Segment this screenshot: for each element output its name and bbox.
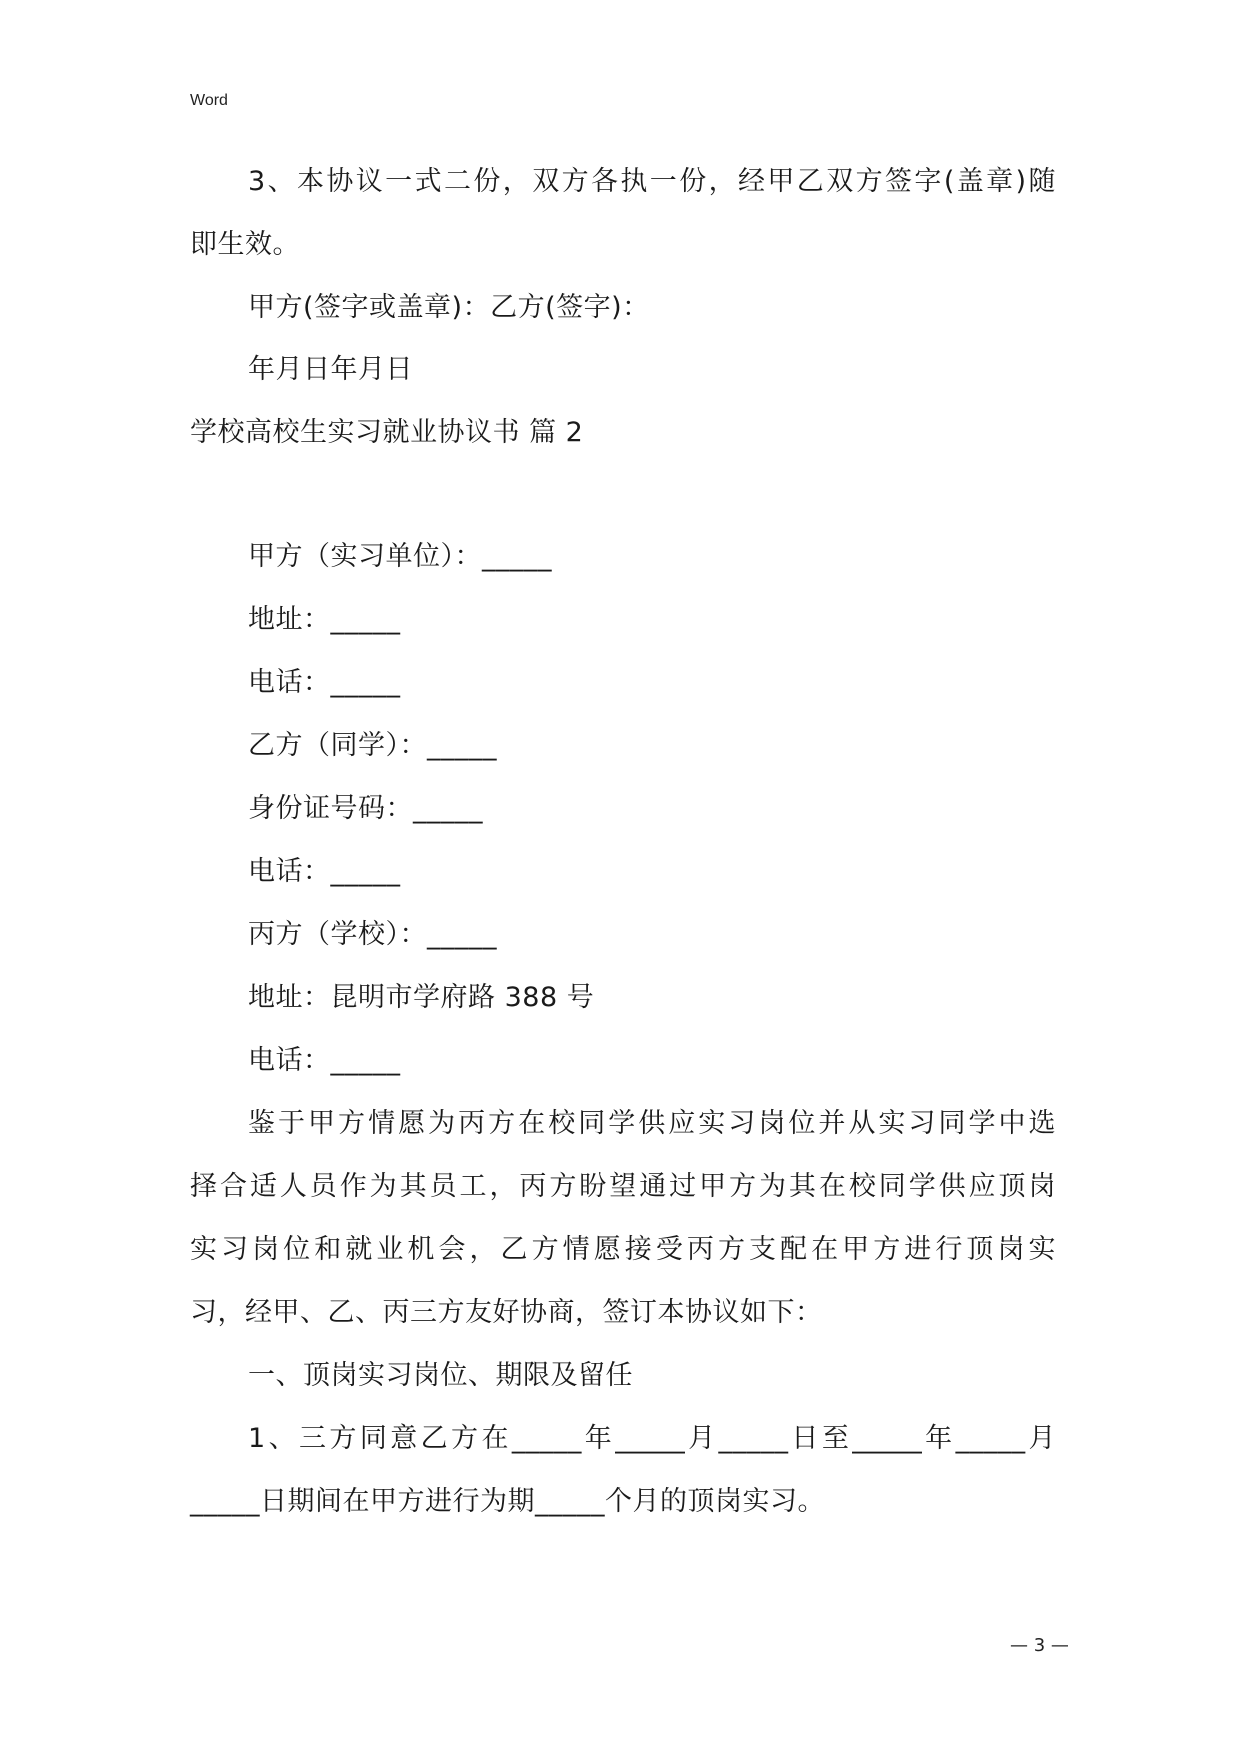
paragraph-line: 1、三方同意乙方在_____年_____月_____日至_____年_____月 [248,1423,1056,1454]
address-field: 地址：昆明市学府路 388 号 [248,982,595,1013]
phone-field: 电话：_____ [248,1045,401,1076]
document-header-label: Word [190,92,228,109]
phone-field: 电话：_____ [248,667,401,698]
page-number: — 3 — [1010,1635,1069,1656]
paragraph-line: 择合适人员作为其员工，丙方盼望通过甲方为其在校同学供应顶岗 [190,1171,1056,1202]
party-a-field: 甲方（实习单位）：_____ [248,541,552,572]
section-title: 学校高校生实习就业协议书 篇 2 [190,417,584,448]
date-line: 年月日年月日 [248,354,413,385]
paragraph-line: 实习岗位和就业机会，乙方情愿接受丙方支配在甲方进行顶岗实 [190,1234,1056,1265]
party-c-field: 丙方（学校）：_____ [248,919,497,950]
paragraph-line: 即生效。 [190,229,300,260]
party-b-field: 乙方（同学）：_____ [248,730,497,761]
clause-heading: 一、顶岗实习岗位、期限及留任 [248,1360,633,1391]
address-field: 地址：_____ [248,604,401,635]
paragraph-line: 鉴于甲方情愿为丙方在校同学供应实习岗位并从实习同学中选 [248,1108,1056,1139]
paragraph-line: 3、本协议一式二份，双方各执一份，经甲乙双方签字(盖章)随 [248,166,1056,197]
paragraph-line: 习，经甲、乙、丙三方友好协商，签订本协议如下： [190,1297,823,1328]
paragraph-line: _____日期间在甲方进行为期_____个月的顶岗实习。 [190,1486,825,1517]
signature-line: 甲方(签字或盖章)：乙方(签字)： [248,292,650,323]
id-number-field: 身份证号码：_____ [248,793,483,824]
phone-field: 电话：_____ [248,856,401,887]
